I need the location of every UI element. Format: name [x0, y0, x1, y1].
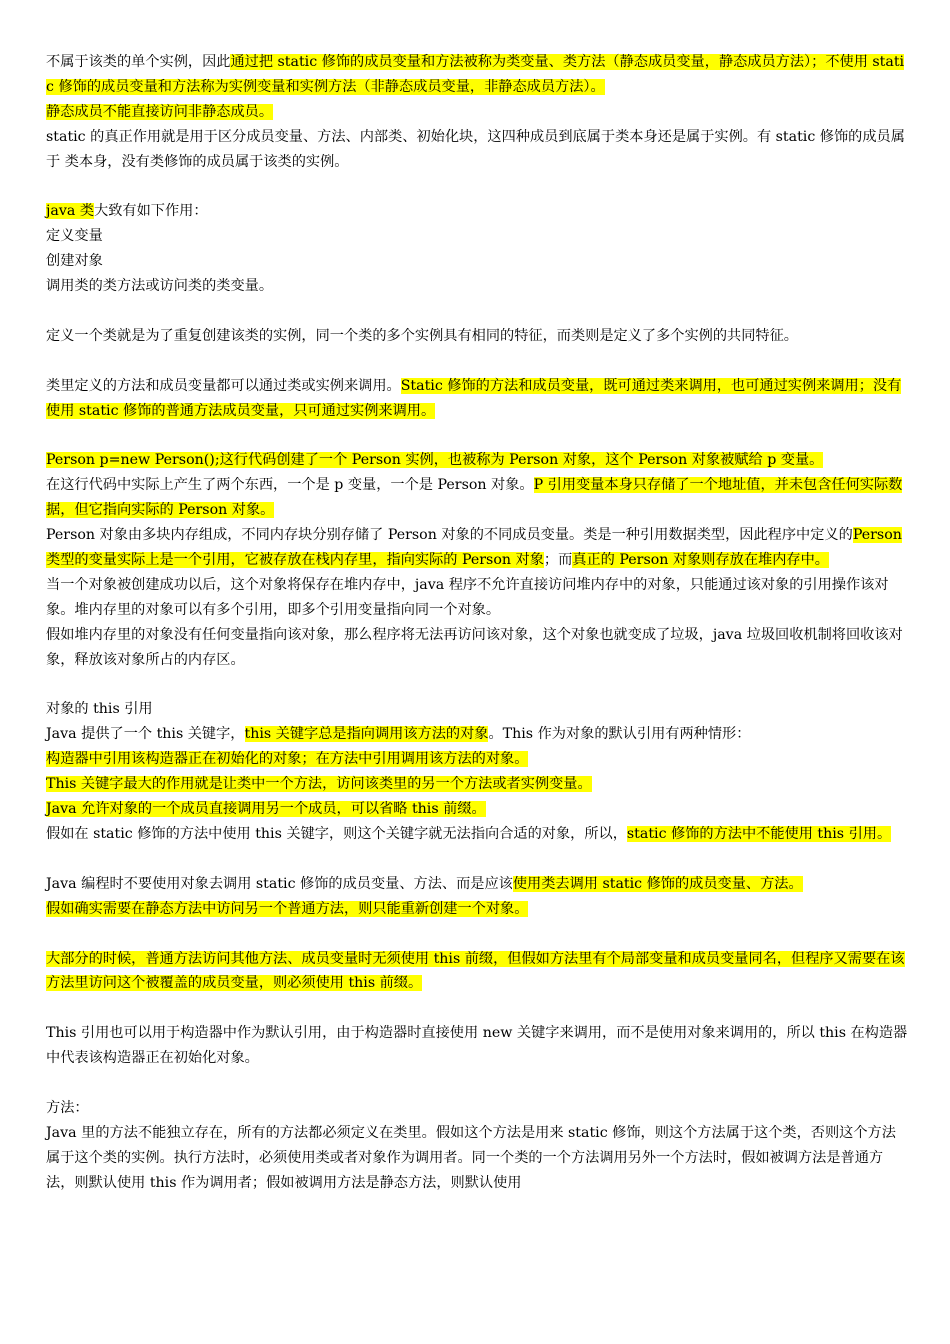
highlighted-text: P 引用变量本身只存储了一个地址值，并未包含任何实际数据，但它指向实际的 Person 对象。 [46, 477, 903, 519]
highlighted-text: Java 允许对象的一个成员直接调用另一个成员，可以省略 this 前缀。 [46, 801, 486, 818]
paragraph [46, 1121, 908, 1196]
paragraph [46, 797, 908, 822]
paragraph [46, 224, 908, 249]
blank-line [46, 175, 908, 200]
paragraph [46, 100, 908, 125]
text-run: 在这行代码中实际上产生了两个东西，一个是 p 变量，一个是 Person 对象。 [46, 477, 534, 494]
paragraph [46, 523, 908, 573]
text-run: Person 对象由多块内存组成，不同内存块分别存储了 Person 对象的不同成员变量。类是一种引用数据类型，因此程序中定义的 [46, 527, 853, 544]
highlighted-text: This 关键字最大的作用就是让类中一个方法，访问该类里的另一个方法或者实例变量。 [46, 776, 592, 793]
text-run: 创建对象 [46, 253, 103, 270]
paragraph [46, 1096, 908, 1121]
highlighted-text: java 类 [46, 203, 95, 220]
highlighted-text: 假如确实需要在静态方法中访问另一个普通方法，则只能重新创建一个对象。 [46, 900, 529, 917]
paragraph [46, 473, 908, 523]
text-run: 大致有如下作用： [94, 203, 208, 220]
blank-line [46, 673, 908, 698]
document-body [46, 50, 908, 1196]
blank-line [46, 996, 908, 1021]
paragraph [46, 623, 908, 673]
text-run: 调用类的类方法或访问类的类变量。 [46, 278, 274, 295]
text-run: ；而 [543, 552, 573, 569]
text-run: This 引用也可以用于构造器中作为默认引用，由于构造器时直接使用 new 关键字来调用，而不是使用对象来调用的，所以 this 在构造器中代表该构造器正在初始化对象。 [46, 1025, 908, 1067]
paragraph [46, 249, 908, 274]
highlighted-text: Person 类型的变量实际上是一个引用，它被存放在栈内存里，指向实际的 Person 对象 [46, 527, 902, 569]
paragraph [46, 872, 908, 897]
highlighted-text: 使用类去调用 static 修饰的成员变量、方法。 [512, 875, 803, 892]
paragraph [46, 722, 908, 747]
highlighted-text: Person p=new Person();这行代码创建了一个 Person 实例，也被称为 Person 对象，这个 Person 对象被赋给 p 变量。 [46, 452, 824, 469]
paragraph [46, 324, 908, 349]
paragraph [46, 125, 908, 175]
paragraph [46, 199, 908, 224]
highlighted-text: 大部分的时候，普通方法访问其他方法、成员变量时无须使用 this 前缀，但假如方法里有个局部变量和成员变量同名，但程序又需要在该方法里访问这个被覆盖的成员变量，则必须使用 this 前缀。 [46, 950, 905, 992]
blank-line [46, 349, 908, 374]
text-run: 定义一个类就是为了重复创建该类的实例，同一个类的多个实例具有相同的特征，而类则是定义了多个实例的共同特征。 [46, 327, 798, 344]
text-run: 方法： [46, 1099, 89, 1116]
highlighted-text: 静态成员不能直接访问非静态成员。 [46, 103, 274, 120]
paragraph [46, 947, 908, 997]
paragraph [46, 897, 908, 922]
paragraph [46, 448, 908, 473]
text-run: 定义变量 [46, 228, 103, 245]
blank-line [46, 299, 908, 324]
highlighted-text: 真正的 Person 对象则存放在堆内存中。 [572, 552, 829, 569]
highlighted-text: this 关键字总是指向调用该方法的对象 [244, 726, 489, 743]
text-run: 。This 作为对象的默认引用有两种情形： [488, 726, 751, 743]
blank-line [46, 1071, 908, 1096]
paragraph [46, 374, 908, 424]
highlighted-text: 构造器中引用该构造器正在初始化的对象；在方法中引用调用该方法的对象。 [46, 751, 529, 768]
paragraph [46, 274, 908, 299]
text-run: 当一个对象被创建成功以后，这个对象将保存在堆内存中，java 程序不允许直接访问堆内存中的对象，只能通过该对象的引用操作该对象。堆内存里的对象可以有多个引用，即多个引用变量指向同一个对象。 [46, 576, 889, 618]
text-run: 假如在 static 修饰的方法中使用 this 关键字，则这个关键字就无法指向合适的对象，所以， [46, 826, 627, 843]
blank-line [46, 922, 908, 947]
blank-line [46, 424, 908, 449]
text-run: 不属于该类的单个实例，因此 [46, 54, 231, 70]
paragraph [46, 573, 908, 623]
text-run: Java 提供了一个 this 关键字， [46, 726, 245, 743]
paragraph [46, 822, 908, 847]
text-run: static 的真正作用就是用于区分成员变量、方法、内部类、初始化块，这四种成员到底属于类本身还是属于实例。有 static 修饰的成员属于 类本身，没有类修饰的成员属于该类的实例。 [46, 128, 905, 170]
blank-line [46, 847, 908, 872]
highlighted-text: Static 修饰的方法和成员变量，既可通过类来调用，也可通过实例来调用；没有使用 static 修饰的普通方法成员变量，只可通过实例来调用。 [46, 377, 902, 419]
paragraph [46, 772, 908, 797]
text-run: 假如堆内存里的对象没有任何变量指向该对象，那么程序将无法再访问该对象，这个对象也就变成了垃圾，java 垃圾回收机制将回收该对象，释放该对象所占的内存区。 [46, 626, 903, 668]
paragraph [46, 747, 908, 772]
text-run: Java 编程时不要使用对象去调用 static 修饰的成员变量、方法、而是应该 [46, 875, 513, 892]
highlighted-text: 通过把 static 修饰的成员变量和方法被称为类变量、类方法（静态成员变量，静态成员方法）；不使用 static 修饰的成员变量和方法称为实例变量和实例方法（非静态成员变量，非静态成员方法）。 [46, 54, 905, 95]
text-run: 类里定义的方法和成员变量都可以通过类或实例来调用。 [46, 377, 401, 394]
text-run: 对象的 this 引用 [46, 701, 153, 718]
paragraph [46, 50, 908, 100]
paragraph [46, 697, 908, 722]
highlighted-text: static 修饰的方法中不能使用 this 引用。 [626, 826, 892, 843]
paragraph [46, 1021, 908, 1071]
text-run: Java 里的方法不能独立存在，所有的方法都必须定义在类里。假如这个方法是用来 static 修饰，则这个方法属于这个类，否则这个方法属于这个类的实例。执行方法时，必须使用类或者对象作为调用者。同一个类的一个方法调用另外一个方法时，假如被调方法是普通方法，则默认使用 this 作为调用者；假如被调用方法是静态方法，则默认使用 [46, 1124, 896, 1191]
